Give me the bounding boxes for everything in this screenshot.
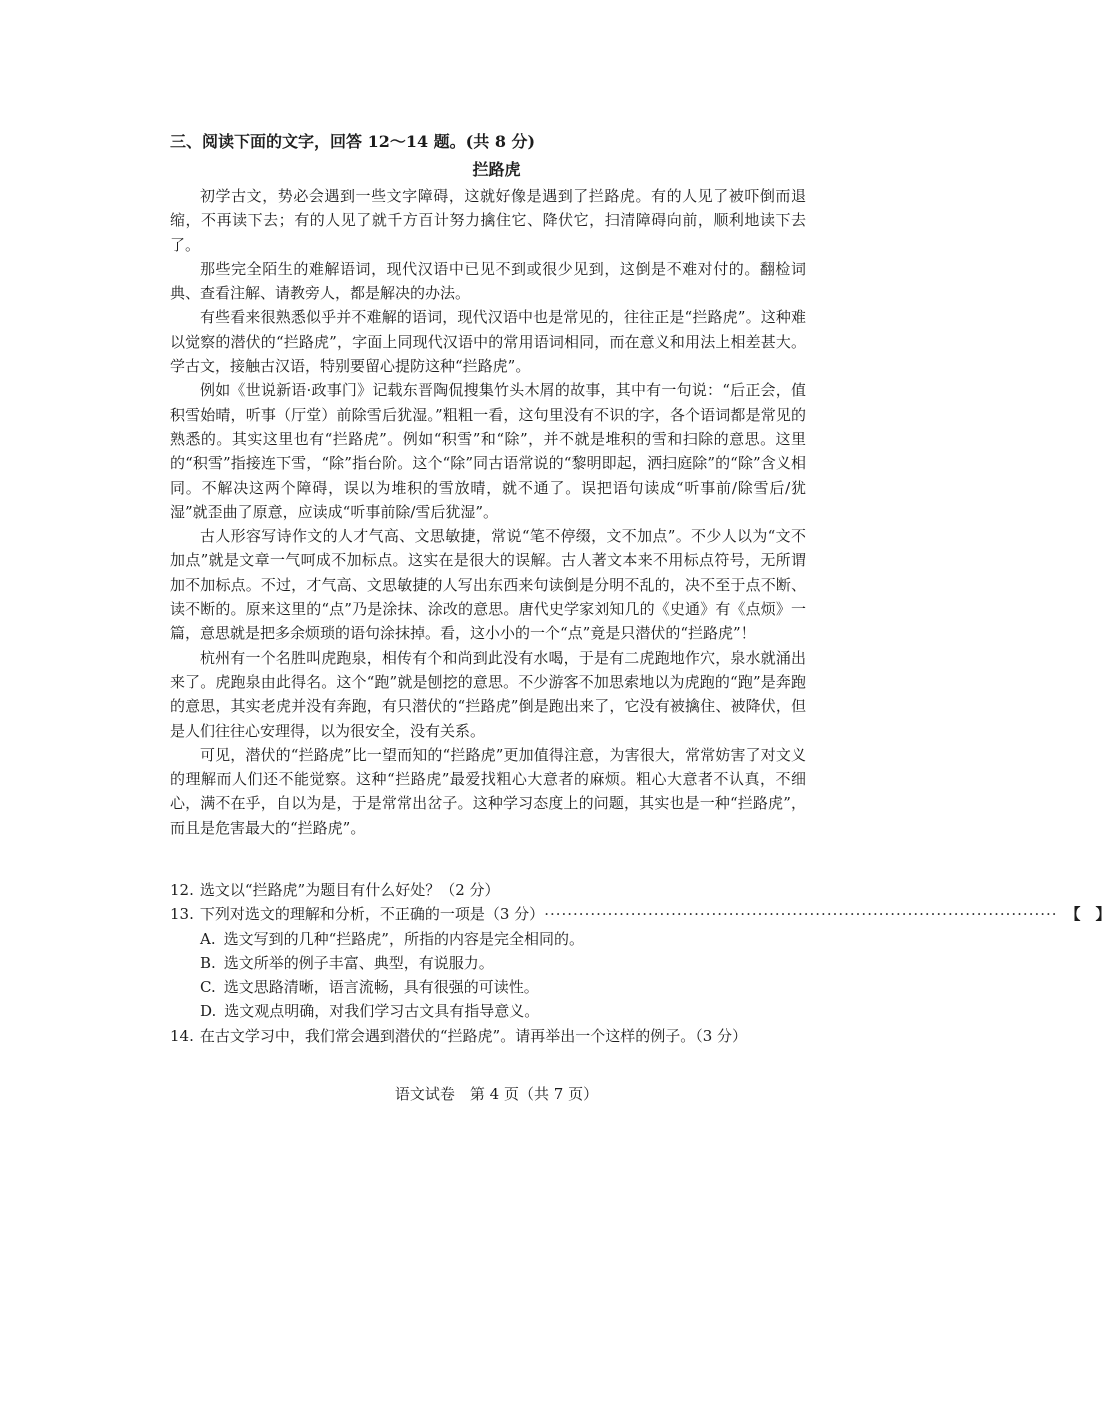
option-b bbox=[170, 951, 810, 975]
option-c bbox=[170, 975, 810, 999]
questions-block bbox=[170, 878, 1111, 1048]
article-body bbox=[170, 184, 806, 840]
question-number: 12. bbox=[170, 881, 194, 899]
article-title: 拦路虎 bbox=[472, 160, 521, 179]
article-paragraph: 杭州有一个名胜叫虎跑泉，相传有个和尚到此没有水喝，于是有二虎跑地作穴，泉水就涌出来了。虎跑泉由此得名。这个“跑”就是刨挖的意思。不少游客不加思索地以为虎跑的“跑”是奔跑的意思，其实老虎并没有奔跑，有只潜伏的“拦路虎”倒是跑出来了，它没有被擒住、被降伏，但是人们往往心安理得，以为很安全，没有关系。 bbox=[170, 648, 806, 740]
article-paragraph: 那些完全陌生的难解语词，现代汉语中已见不到或很少见到，这倒是不难对付的。翻检词典、查看注解、请教旁人，都是解决的办法。 bbox=[170, 259, 806, 303]
option-letter: A. bbox=[200, 929, 216, 948]
answer-bracket: 【 】 bbox=[1065, 905, 1111, 924]
option-letter: B. bbox=[200, 953, 216, 972]
section-heading: 三、阅读下面的文字，回答 12～14 题。(共 8 分) bbox=[170, 132, 536, 151]
question-text: 下列对选文的理解和分析，不正确的一项是（3 分） bbox=[199, 905, 545, 924]
article-paragraph: 可见，潜伏的“拦路虎”比一望而知的“拦路虎”更加值得注意，为害很大，常常妨害了对文义的理解而人们还不能觉察。这种“拦路虎”最爱找粗心大意者的麻烦。粗心大意者不认真，不细心，满不在乎，自以为是，于是常常出岔子。这种学习态度上的问题，其实也是一种“拦路虎”，而且是危害最大的“拦路虎”。 bbox=[170, 745, 806, 837]
option-text: 选文写到的几种“拦路虎”，所指的内容是完全相同的。 bbox=[223, 929, 584, 948]
option-text: 选文所举的例子丰富、典型，有说服力。 bbox=[223, 953, 494, 972]
question-12 bbox=[170, 878, 810, 902]
option-letter: C. bbox=[200, 978, 216, 997]
article-paragraph: 例如《世说新语·政事门》记载东晋陶侃搜集竹头木屑的故事，其中有一句说：“后正会，值积雪始晴，听事（厅堂）前除雪后犹湿。”粗粗一看，这句里没有不识的字，各个语词都是常见的熟悉的。其实这里也有“拦路虎”。例如“积雪”和“除”，并不就是堆积的雪和扫除的意思。这里的“积雪”指接连下雪，“除”指台阶。这个“除”同古语常说的“黎明即起，洒扫庭除”的“除”含义相同。不解决这两个障碍，误以为堆积的雪放晴，就不通了。误把语句读成“听事前/除雪后/犹湿”就歪曲了原意，应读成“听事前除/雪后犹湿”。 bbox=[170, 381, 806, 521]
option-text: 选文思路清晰，语言流畅，具有很强的可读性。 bbox=[223, 978, 539, 997]
option-a bbox=[170, 927, 810, 951]
dotted-leader: ························································································· bbox=[544, 905, 1058, 924]
question-number: 13. bbox=[170, 905, 194, 924]
page-footer: 语文试卷 第 4 页（共 7 页） bbox=[394, 1085, 599, 1103]
option-letter: D. bbox=[200, 1002, 217, 1021]
question-text: 在古文学习中，我们常会遇到潜伏的“拦路虎”。请再举出一个这样的例子。（3 分） bbox=[199, 1026, 748, 1045]
option-d bbox=[170, 999, 810, 1023]
article-paragraph: 初学古文，势必会遇到一些文字障碍，这就好像是遇到了拦路虎。有的人见了被吓倒而退缩，不再读下去；有的人见了就千方百计努力擒住它、降伏它，扫清障碍向前，顺利地读下去了。 bbox=[170, 187, 806, 254]
option-text: 选文观点明确，对我们学习古文具有指导意义。 bbox=[224, 1002, 540, 1021]
article-paragraph: 有些看来很熟悉似乎并不难解的语词，现代汉语中也是常见的，往往正是“拦路虎”。这种难以觉察的潜伏的“拦路虎”，字面上同现代汉语中的常用语词相同，而在意义和用法上相差甚大。学古文，接触古汉语，特别要留心提防这种“拦路虎”。 bbox=[170, 308, 806, 376]
question-13 bbox=[170, 902, 1111, 926]
article-paragraph: 古人形容写诗作文的人才气高、文思敏捷，常说“笔不停缀，文不加点”。不少人以为“文不加点”就是文章一气呵成不加标点。这实在是很大的误解。古人著文本来不用标点符号，无所谓加不加标点。不过，才气高、文思敏捷的人写出东西来句读倒是分明不乱的，决不至于点不断、读不断的。原来这里的“点”乃是涂抹、涂改的意思。唐代史学家刘知几的《史通》有《点烦》一篇，意思就是把多余烦琐的语句涂抹掉。看，这小小的一个“点”竟是只潜伏的“拦路虎”！ bbox=[170, 527, 806, 643]
question-14 bbox=[170, 1024, 810, 1048]
question-text: 选文以“拦路虎”为题目有什么好处？（2 分） bbox=[199, 881, 500, 899]
question-number: 14. bbox=[170, 1026, 194, 1045]
